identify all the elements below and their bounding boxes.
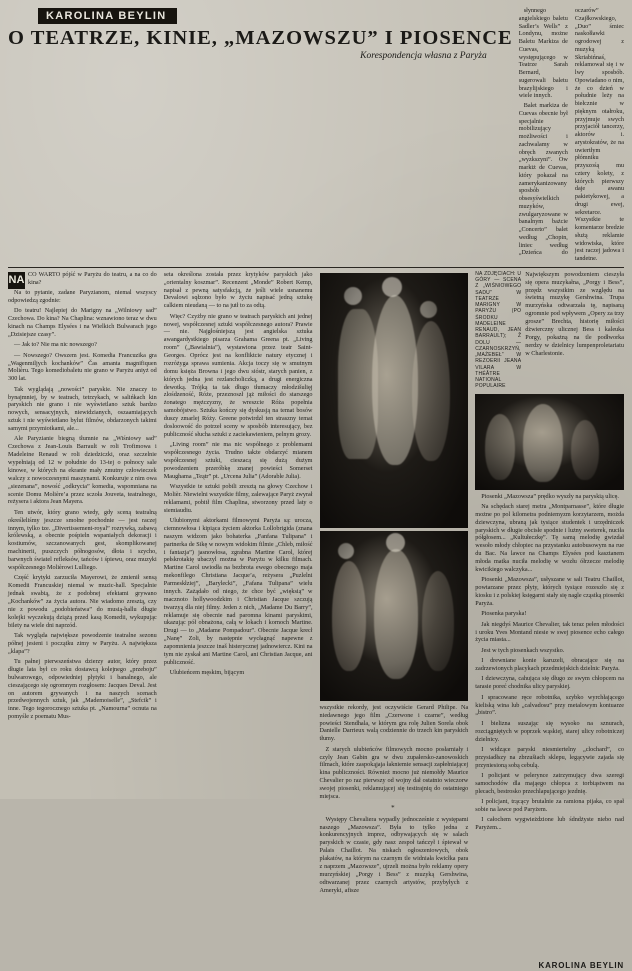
masthead-right-text	[519, 6, 624, 263]
paragraph: Wszystkie te sztuki pobili zresztą na głowy Czechow i Molièr. Niewielni wszystkie filmy, zalewające Paryż zwyrał reklamami, pobitł film Chaplina, stworzony przed laty o siemiaudiu.	[163, 483, 313, 514]
paragraph-separator: *	[391, 803, 397, 812]
paragraph: I policjant, trącący brutalnie za ramiona pijaka, co spał sobie na lawce pod Paryżem.	[475, 798, 624, 813]
paragraph: Piosenki „Mazowsza”, usłyszane w sali Teatru Chaillot, powtarzane przez płyty, których tysiące rozeszło się z kiosku i z polskiej księgarni stały się nagle cząstką piosenki Paryża.	[475, 576, 624, 607]
paragraph: Ale Paryzianie biegną tłumnie na „Wiśniowy sad” Czechowa z Jean-Louis Barrault w roli Trofimowa i Madeleine Renaud w roli dziedziczki, oraz szczelnie wypełniają od 12 w południe do 13-tej o połnocy sale kinowe, w których na ekranie mały zmutny człowieczek walczy z nowoczesnymi maszynami. Konkuruje z nim owa „siezenana”, nowość „odkrycia” komedia, wspomniana na scenie Domu Molière’a przez sczoła Jouveta, teatralnego, reżysera i aktora Jean Mayera.	[8, 435, 157, 506]
paragraph: „Living room” nie ma nic współnego z problemami współczesnego życia. Trudno także obdarzyć mianem współczesnej sztuki, cieszacą się dużą dużym powodzeniem przeróbkę znanej powieści Somerset Maughama „Teątr” pt. „Urcena Julia” (Adorable Julia).	[163, 441, 313, 480]
photo-macbeth	[320, 531, 469, 701]
paragraph: — Nowszego? Owszem jest. Komedia Francuzika gra „Wagenmiljych kochanków” Čas amanta magnifiquen Molièru. Tego komediobaletu nie grano w Paryżu aniyż od 300 lat.	[8, 351, 157, 383]
paragraph: wszystkie rekordy, jest oczywiście Gerard Philipe. Na niedawnego jego film „Czerwone i czarne”, według powieści Stendhala, w którym gra rolę Julien Sorela obok Danielle Darrieux walą codziennie do trzech kin paryskich tłumy.	[319, 703, 469, 743]
column-1	[8, 271, 157, 971]
paragraph: I bielizna suszając się wysoko na sznurach, rozciągniętych w poprzek wąskiej, starej ulicy robotniczej dzielnicy.	[475, 719, 624, 743]
paragraph: Piosenki „Mazowsza” prędko wyszły na paryskią ulicę.	[481, 492, 619, 500]
paragraph: — Jak to? Nie ma nic nowszego?	[14, 341, 97, 349]
paragraph: I dziewczyna, cahująca się długo ze swym chłopcem na tarasie poreć chodnika ulicy paryskiej.	[475, 675, 624, 691]
caption-text: NA ZDJĘCIACH: U GÓRY — SCENA Z „WIŚNIOWEGO SADU” W TEATRZE MARIGNY W PARYŻU (PO ŚRODKU MADELEINE RENAUD, JEAN BARRAULT); Ž DOLU — CZARNOSKRZYŃ, „MAŻEBEŁ” W REZOERII JEANA VILARA W THÉÂTRE NATIONAL POPULAIRE	[475, 270, 522, 390]
column-2	[164, 271, 313, 971]
paragraph: Jest w tych piosenkach wszystko.	[481, 646, 565, 654]
article-columns	[8, 271, 624, 971]
paragraph: Ulubionymi aktorkami filmowymi Paryża są: urocza, ciemnowłosa i kipiąca życiem aktorka Lollobrigida (znana naszym widzom jako bohaterka „Fanfana Tulipana” i partnerka de Sikę w nowym widokim filmie „Chleb, miłość i fantazja”) jasnowłosa, zgrabna Martine Carol, której pełskrotakię ubaczyl można w Paryżu w kilku filmach. Martine Carol uwiodła na bezbrota ewego obecnego maja mekonfilego Christiana Jacque’a, reżysera „Puzlelni Parmeskłziej”, „Barylecki”, „Fafana Tulipana” wielu innych. Zażądało od niego, że chce być „więksią” w macznoto hollywoodzkim i Christian Jacque szczują twarzyą dla niej filmy. Jeden z nich, „Madame Du Barry”, reklamuje się obecnie nad paromna kinami paryskimi, ukazując pół obnażona, całą w lokach i kornoch Martine. Drugi — to „Madame Pompadour”. Obecnie Jacque krecł „Nanę” Zoli, by następnie wycłagnąć napewne z zapomnienia jeszcze inaš histerycznej jadnowiercz. Kini na tym nie zyskał ani Martine Carol, ani Christian Jacque, ani publiczność.	[163, 517, 313, 666]
paragraph: Największym powodzeniem cieszyła się opera muzykałna, „Porgy i Bess”, przędz wszystkim ze względu na świetną muzykę Gershwina. Trupa murzyńska odtwarzała tę, napisaną ogromnie pod wpływem „Opery za trzy grosze” Brechta, historię miłości dżwierczny ulicznej Bess i kaleuka Porgy, pokażną na tle podłworka nerdzy w dzielnicy lumpenproletariatu w Charlestonie.	[525, 270, 624, 357]
paragraph: I widzące paryski niesmiertelny „clochard”, co przysiadłszy na zbrzušiach sklepu, legącywie zajada się przyniesioną sobą cebulą.	[475, 745, 624, 769]
photo-wisniowy-sad	[320, 273, 469, 528]
photo-caption-block	[475, 271, 624, 392]
divider	[8, 267, 624, 268]
paragraph: Do teatru! Najlepiej do Marigny na „Wilniowy sad” Czechowa. Do kina? Na Chaplina: wznawiono teraz w dwu kinach na Champs Elysées i na Wielkich Bulwarach jego „Dzisiejsze czasy”.	[8, 307, 157, 338]
column-3	[320, 271, 469, 971]
column-4	[475, 271, 624, 971]
author-byline-bar: KAROLINA BEYLIN	[38, 8, 177, 24]
paragraph: Tak wyglądają „nowości” paryskie. Nie znaczy to bynajmniej, by w teatrach, tetrzykach, w salińkach kin paryskich nie grano i nie wyświetlano sztuk bardzo nowych, sensacyjnych, niewidzianych, oszaamiających sztuk i nie wyświetlano bylut filmów, obdarzonych takimi samymi przymiotkami, ale...	[8, 385, 157, 432]
paragraph: I spracowane ręce robotnika, szybko wyrchłającego kieliską wina lub „calvadosu” przy metalowym kontuarze „bistro”.	[475, 693, 624, 717]
paragraph: Część krytyki zarzuciła Mayerowi, że zmienił sensą Komedii Francuskiej niemal w muzic-hall. Specjalnie jednak swabią, że z podobnej efektami grywano „Kochanków” za życia autora. Nie wiadomo zresztą, czy nie z powodu „podobieństwa” do musią-hallu długie kolejki wyczekują dziążą przed kasą Komedii, wykupując bilety na wiele dni naprzód.	[8, 574, 157, 629]
paragraph: Więc? Czyżby nie grano w teatrach paryskich ani jednej nowej, współczesnej sztuki współczesnego autora? Prawie — nie. Najgłośniejszą jest angielska sztuka awangardystkiego pisarza Grahama Greena pt. „Living room” („Bawialnia”), wystawiona przez teatr Saint-Georges. Oprócz jest na konfliktcie natury etycznej i rozróżyga sprawa sumienia. Akcja toczy się w smutnym domu księża Browna i jego dwu sióstr, starych panien, z których jedna jest rezlancholiczką, a drugi energiczna dewotką. Trójką ta tak długo tłumaczy młodzišulięj zlośdzeność, Róże, przeznoszł jąż miłości do starszego żonatego mężczyzny, że wreszcie Róża popełnia samobójstwo. Sztuka kończy się dyskusją na temat bosów duszy zmarlej Róży. Greene potwirdzł ten straszny temat dosloowość do potrzeł sceny w sposbób interesujący, bez publiczność słucha sztuki z zaciekawieniem, pelnym grozy.	[163, 312, 313, 438]
paragraph: Na schędach starej metra „Montparnasse”, które długie możne po pol kilometra podniemyzm korzytarzem, możda dziewczyna, ubraną jak tysiące studentek i urzędniczek paryskich w długie obcisłe spodnie i lużny sweterek, nuciła półgłosem... „Kultułeczkę”. Tę samą melodię gwizdał wesoło młody chłopiec na przystanku autobusowym na rue du Bac. Na lawce na Champs Elysées pod kasztanem młoda matka nuciła melodię w wozłu ółrzecze melodię kwicikiego walczyka...	[475, 502, 624, 573]
paragraph: seta określona została przez krytyków paryskich jako „orientalny koszmar”. Recenzent „Monde” Robert Kemp, napisał z pewną satysfakcją, że jeśli wiele usnanemu Devalowi sqłzono było w życiu napisać jedną sztukę calkiem nieudaną — to na jutł to za odtą.	[163, 270, 313, 310]
paragraph: CO WARTO pójść w Paryżu do teatru, a na co do kina?	[28, 270, 157, 286]
paragraph: Ten utwór, który grano wtedy, gdy sceną teatralną określeliśmy jeszcze smołne pochodnie — jest raczej innym, tylko tze. „Divertissement-royal” rozrywką, zabawą królewską, a obecnie pośpieln wspaniałych dekoracji i kostiumów, szczanowanych gest, skomplikowanej machinerii, puszczych półnogosów, dłota i szycho, barwnych światel refleksów, tańców i śpiewu, oraz muzyki współczesnego Molièrowi Lulliego.	[8, 508, 157, 571]
paragraph: Występy Chevaliera wypadly jednocześnie z występami naszego „Mazowsza”. Była to tylko jedna z konkurencyjnych imprez, odbywających się w salach paryskich w czasie, gdy nasz zespoł tańczył i śpiewał w Palais Chaillot. Na niskach ogłoszeniowych, obok plakatów, na którym na czarnym tle widniała kwicłka para z naprzem „Mazowsze”, ujrzeli można było reklamy opery murzyńskiej „Porgy i Bess” z muzyką Gershwina, odtwarzanej przez czarnych artystów, przybyłych z Ameryki, afisze	[319, 815, 469, 894]
paragraph: Piosenka paryska!	[481, 610, 527, 618]
paragraph: Ulubieńcem męskim, bijącym	[169, 669, 245, 677]
masthead	[8, 6, 624, 265]
masthead-left	[8, 6, 513, 61]
paragraph: słynnego angielskiego baletu Sadler’s Wells” z Londynu, możne Baletu Markiza de Cuevas, występującego w Teatrze Sarah Bernard, sugerowali baletu brazylijskiego i wiele innych.	[518, 7, 568, 100]
page-title: O TEATRZE, KINIE, „MAZOWSZU” I PIOSENCE	[8, 27, 513, 49]
paragraph: I całochem wygwieżdzione lub śdndżyste niebo nad Paryżem...	[475, 816, 624, 832]
dropcap: NA	[8, 272, 25, 289]
paragraph: Jak niegdyś Maurice Chevalier, tak teraz pełen młodości i uroku Yves Montand niesie w swej piosence echo całego życia miasta...	[475, 620, 624, 644]
paragraph: Tak wygląda największe powodzenie teatralne sezonu półnej jesieni i początku zimy w Paryżu. A największa „klapa”?	[8, 631, 157, 655]
photo-stage-scene	[475, 394, 624, 490]
paragraph: Tu pałnej pierwszeństwa dzierzy autor, który przez długie lata był co roku dostawcą kolejnego „przeboju” bulwarowego, odpowiedniej plytyki i banalnego, ale cieszającego się ogromnym rozgłosem: Jacques Deval. Jest on autorem grywanych i na naszych scenach przedwojennych sztuk, jak „Mademoiselle”, „Stefcik” i inne. Tego tegorocznego sztuka pt. „Namourna” ocnuta na pomyśle z poematu Mus-	[8, 658, 157, 721]
paragraph: Balet markiza de Cuevas obecnie był specjalnie mobilizujący możliwości i zachwalamy w obręch zwanych „wyzkszyni”. Ow markiż de Cuevas, który pokazał na zamerykanizowany sposbób obsesyświelkich muzyków, zwulgaryzowane w banalnym bażcie „Concerto” balet według „Chopin, liniec według „Dzieńca do oczarów” Czajłkowskiego, „Duo” śmiec naskołławki ogrodowej z muzyką Skriabińnaś, reklamował się i w lwy sposbób. Opowiadano o nim, że co dzień w południe leży na biełcznie w pięknym otałroku, przyjmuje swych przyjaciół tancerzy, aktorów i. arystokratów, że na uwiertłym płómniku przyszośą mu cztery kolety, z których pierwszy daje awanu pakietykowej, a drugi ewej, sekretarce. Wszystkie te komentarze bredzie służą reklamie widowiska, które jest raczej jadowa i tandetne.	[518, 7, 624, 262]
paragraph: Na to pytanie, zadane Paryzianom, niemal wszyscy odpowiedzą zgodnie:	[8, 289, 157, 304]
paragraph: I drewniane konie karuzeli, obracające się na zadrzewionych placykach przedmiejskich dzielnic Paryża.	[475, 657, 624, 672]
article-signature: KAROLINA BEYLIN	[538, 960, 624, 970]
paragraph: I policjant w pelerynce zatrzymujący dwa szeregi samochodów dla mająego chłopca z torbiąstwem na plecach, bestrosko przechlapującego jezdnię.	[475, 772, 624, 795]
paragraph: Z starych ulubieńców filmowych mocno posłarniały i czyly Jean Gabin gra w dwu zupałersko-zanowoskich filmach, które zaspokąjaja łakniemie sensacji zapłełniającej kina publiczności. Również mocno już niemołdy Maurice Chevalier po raz pierwszy od wojny dał ostatnio wieczorw swojej piosenki, reklamującej się testirajniq do ostatniego miejsca.	[319, 745, 469, 800]
subtitle: Korespondencja własna z Paryża	[360, 51, 487, 61]
